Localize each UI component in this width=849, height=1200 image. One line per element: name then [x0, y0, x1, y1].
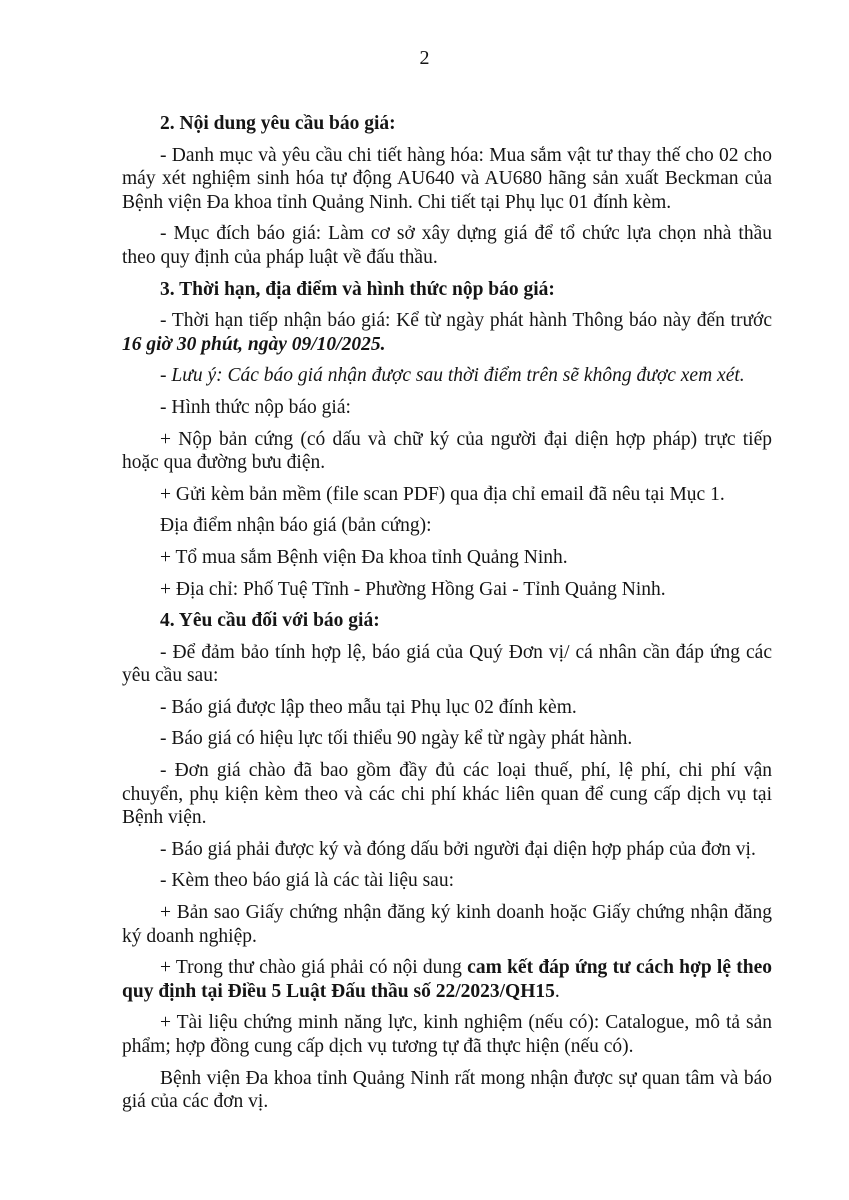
paragraph: [122, 869, 772, 893]
section-heading: [122, 112, 772, 136]
text-run: Địa điểm nhận báo giá (bản cứng):: [160, 515, 432, 537]
paragraph: [122, 483, 772, 507]
text-run: .: [554, 980, 560, 1002]
paragraph: [122, 546, 772, 570]
text-run: - Báo giá phải được ký và đóng dấu bởi người đại diện hợp pháp của đơn vị.: [160, 838, 756, 860]
paragraph: [122, 309, 772, 356]
section-heading: [122, 278, 772, 302]
text-run: - Hình thức nộp báo giá:: [160, 396, 351, 418]
paragraph: [122, 727, 772, 751]
text-run: + Tài liệu chứng minh năng lực, kinh nghiệm (nếu có): Catalogue, mô tả sản phẩm; hợp đồng cung cấp dịch vụ tương tự đã thực hiện (nếu có).: [122, 1012, 772, 1057]
text-run: + Địa chỉ: Phố Tuệ Tĩnh - Phường Hồng Gai - Tỉnh Quảng Ninh.: [160, 578, 666, 600]
paragraph: [122, 759, 772, 830]
paragraph: [122, 514, 772, 538]
text-run: 4. Yêu cầu đối với báo giá:: [160, 610, 380, 632]
text-run: - Báo giá có hiệu lực tối thiểu 90 ngày kể từ ngày phát hành.: [160, 728, 633, 750]
text-run: - Kèm theo báo giá là các tài liệu sau:: [160, 870, 455, 892]
paragraph: [122, 222, 772, 269]
page-number: 2: [419, 47, 430, 69]
paragraph: [122, 1067, 772, 1114]
paragraph: [122, 1011, 772, 1058]
text-run: + Tổ mua sắm Bệnh viện Đa khoa tỉnh Quảng Ninh.: [160, 546, 568, 568]
text-run: - Lưu ý: Các báo giá nhận được sau thời điểm trên sẽ không được xem xét.: [160, 365, 745, 387]
text-run: + Nộp bản cứng (có dấu và chữ ký của người đại diện hợp pháp) trực tiếp hoặc qua đường bưu điện.: [122, 428, 772, 474]
paragraph: [122, 641, 772, 688]
text-run: - Báo giá được lập theo mẫu tại Phụ lục 02 đính kèm.: [160, 696, 577, 718]
text-run: 16 giờ 30 phút, ngày 09/10/2025.: [122, 333, 386, 355]
text-run: - Để đảm bảo tính hợp lệ, báo giá của Quý Đơn vị/ cá nhân cần đáp ứng các yêu cầu sau:: [122, 641, 772, 687]
text-run: - Đơn giá chào đã bao gồm đầy đủ các loại thuế, phí, lệ phí, chi phí vận chuyển, phụ kiện kèm theo và các chi phí khác liên quan để cung cấp dịch vụ tại Bệnh viện.: [122, 760, 772, 829]
text-run: - Danh mục và yêu cầu chi tiết hàng hóa: Mua sắm vật tư thay thế cho 02 cho máy xét nghiệm sinh hóa tự động AU640 và AU680 hãng sản xuất Beckman của Bệnh viện Đa khoa tỉnh Quảng Ninh. Chi tiết tại Phụ lục 01 đính kèm.: [122, 144, 772, 213]
text-run: + Bản sao Giấy chứng nhận đăng ký kinh doanh hoặc Giấy chứng nhận đăng ký doanh nghiệp.: [122, 902, 772, 947]
paragraph: [122, 956, 772, 1003]
text-run: + Gửi kèm bản mềm (file scan PDF) qua địa chỉ email đã nêu tại Mục 1.: [160, 483, 725, 505]
section-heading: [122, 609, 772, 633]
paragraph: [122, 364, 772, 388]
paragraph: [122, 578, 772, 602]
text-run: cam kết đáp ứng tư cách hợp lệ theo quy định tại Điều 5 Luật Đấu thầu số 22/2023/QH15: [122, 957, 772, 1002]
text-run: + Trong thư chào giá phải có nội dung: [160, 957, 468, 979]
text-run: Bệnh viện Đa khoa tỉnh Quảng Ninh rất mong nhận được sự quan tâm và báo giá của các đơn vị.: [122, 1067, 772, 1113]
paragraph: [122, 696, 772, 720]
paragraph: [122, 396, 772, 420]
paragraph: [122, 144, 772, 215]
paragraph: [122, 838, 772, 862]
text-run: 3. Thời hạn, địa điểm và hình thức nộp báo giá:: [160, 278, 555, 300]
document-body: [122, 112, 772, 1122]
text-run: 2. Nội dung yêu cầu báo giá:: [160, 113, 396, 134]
paragraph: [122, 428, 772, 475]
text-run: - Mục đích báo giá: Làm cơ sở xây dựng giá để tổ chức lựa chọn nhà thầu theo quy định của pháp luật về đấu thầu.: [122, 223, 772, 268]
text-run: - Thời hạn tiếp nhận báo giá: Kể từ ngày phát hành Thông báo này đến trước: [160, 310, 772, 332]
paragraph: [122, 901, 772, 948]
